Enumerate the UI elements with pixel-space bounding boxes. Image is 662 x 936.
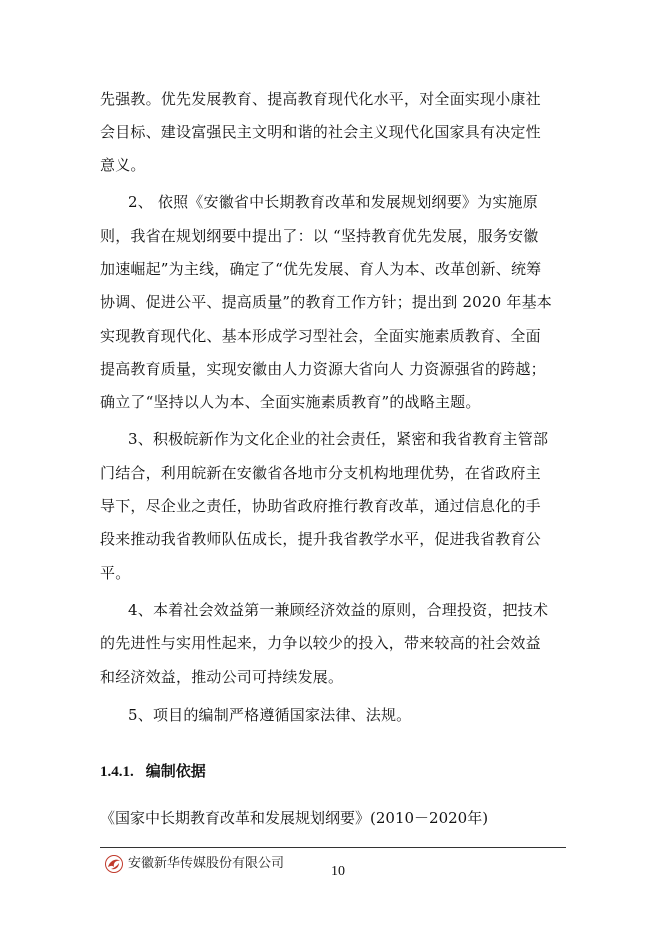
body-line-19: 5、项目的编制严格遵循国家法律、法规。	[128, 706, 412, 724]
body-line-2: 会目标、建设富强民主文明和谐的社会主义现代化国家具有决定性	[100, 123, 541, 141]
body-line-16: 4、本着社会效益第一兼顾经济效益的原则，合理投资，把技术	[128, 601, 549, 619]
body-line-15: 平。	[100, 564, 131, 582]
body-line-12: 门结合，利用皖新在安徽省各地市分支机构地理优势，在省政府主	[100, 464, 541, 482]
body-line-6: 加速崛起”为主线，确定了“优先发展、育人为本、改革创新、统筹	[100, 260, 542, 278]
footer-company-name: 安徽新华传媒股份有限公司	[128, 856, 285, 871]
body-line-10: 确立了“坚持以人为本、全面实施素质教育”的战略主题。	[100, 393, 481, 411]
body-line-4: 2、 依照《安徽省中长期教育改革和发展规划纲要》为实施原	[128, 193, 538, 211]
body-line-3: 意义。	[100, 156, 146, 174]
section-heading	[100, 761, 206, 782]
body-line-13: 导下，尽企业之责任，协助省政府推行教育改革，通过信息化的手	[100, 497, 541, 515]
section-title: 编制依据	[145, 762, 206, 780]
body-line-18: 和经济效益，推动公司可持续发展。	[100, 668, 344, 686]
body-line-9: 提高教育质量，实现安徽由人力资源大省向人 力资源强省的跨越；	[100, 360, 546, 378]
body-line-17: 的先进性与实用性起来，力争以较少的投入，带来较高的社会效益	[100, 634, 541, 652]
section-number: 1.4.1.	[100, 764, 134, 780]
red-swirl-logo-icon	[104, 854, 124, 874]
page-number: 10	[331, 864, 345, 879]
body-line-14: 段来推动我省教师队伍成长，提升我省教学水平，促进我省教育公	[100, 530, 541, 548]
reference-citation: 《国家中长期教育改革和发展规划纲要》(2010－2020年)	[100, 809, 489, 827]
body-line-5: 则，我省在规划纲要中提出了：以 “坚持教育优先发展，服务安徽	[100, 227, 539, 245]
body-line-11: 3、积极皖新作为文化企业的社会责任，紧密和我省教育主管部	[128, 430, 549, 448]
body-line-8: 实现教育现代化、基本形成学习型社会，全面实施素质教育、全面	[100, 327, 541, 345]
body-line-7: 协调、促进公平、提高质量”的教育工作方针；提出到 2020 年基本	[100, 293, 552, 311]
body-line-1: 先强教。优先发展教育、提高教育现代化水平，对全面实现小康社	[100, 90, 541, 108]
footer-divider	[100, 847, 566, 848]
